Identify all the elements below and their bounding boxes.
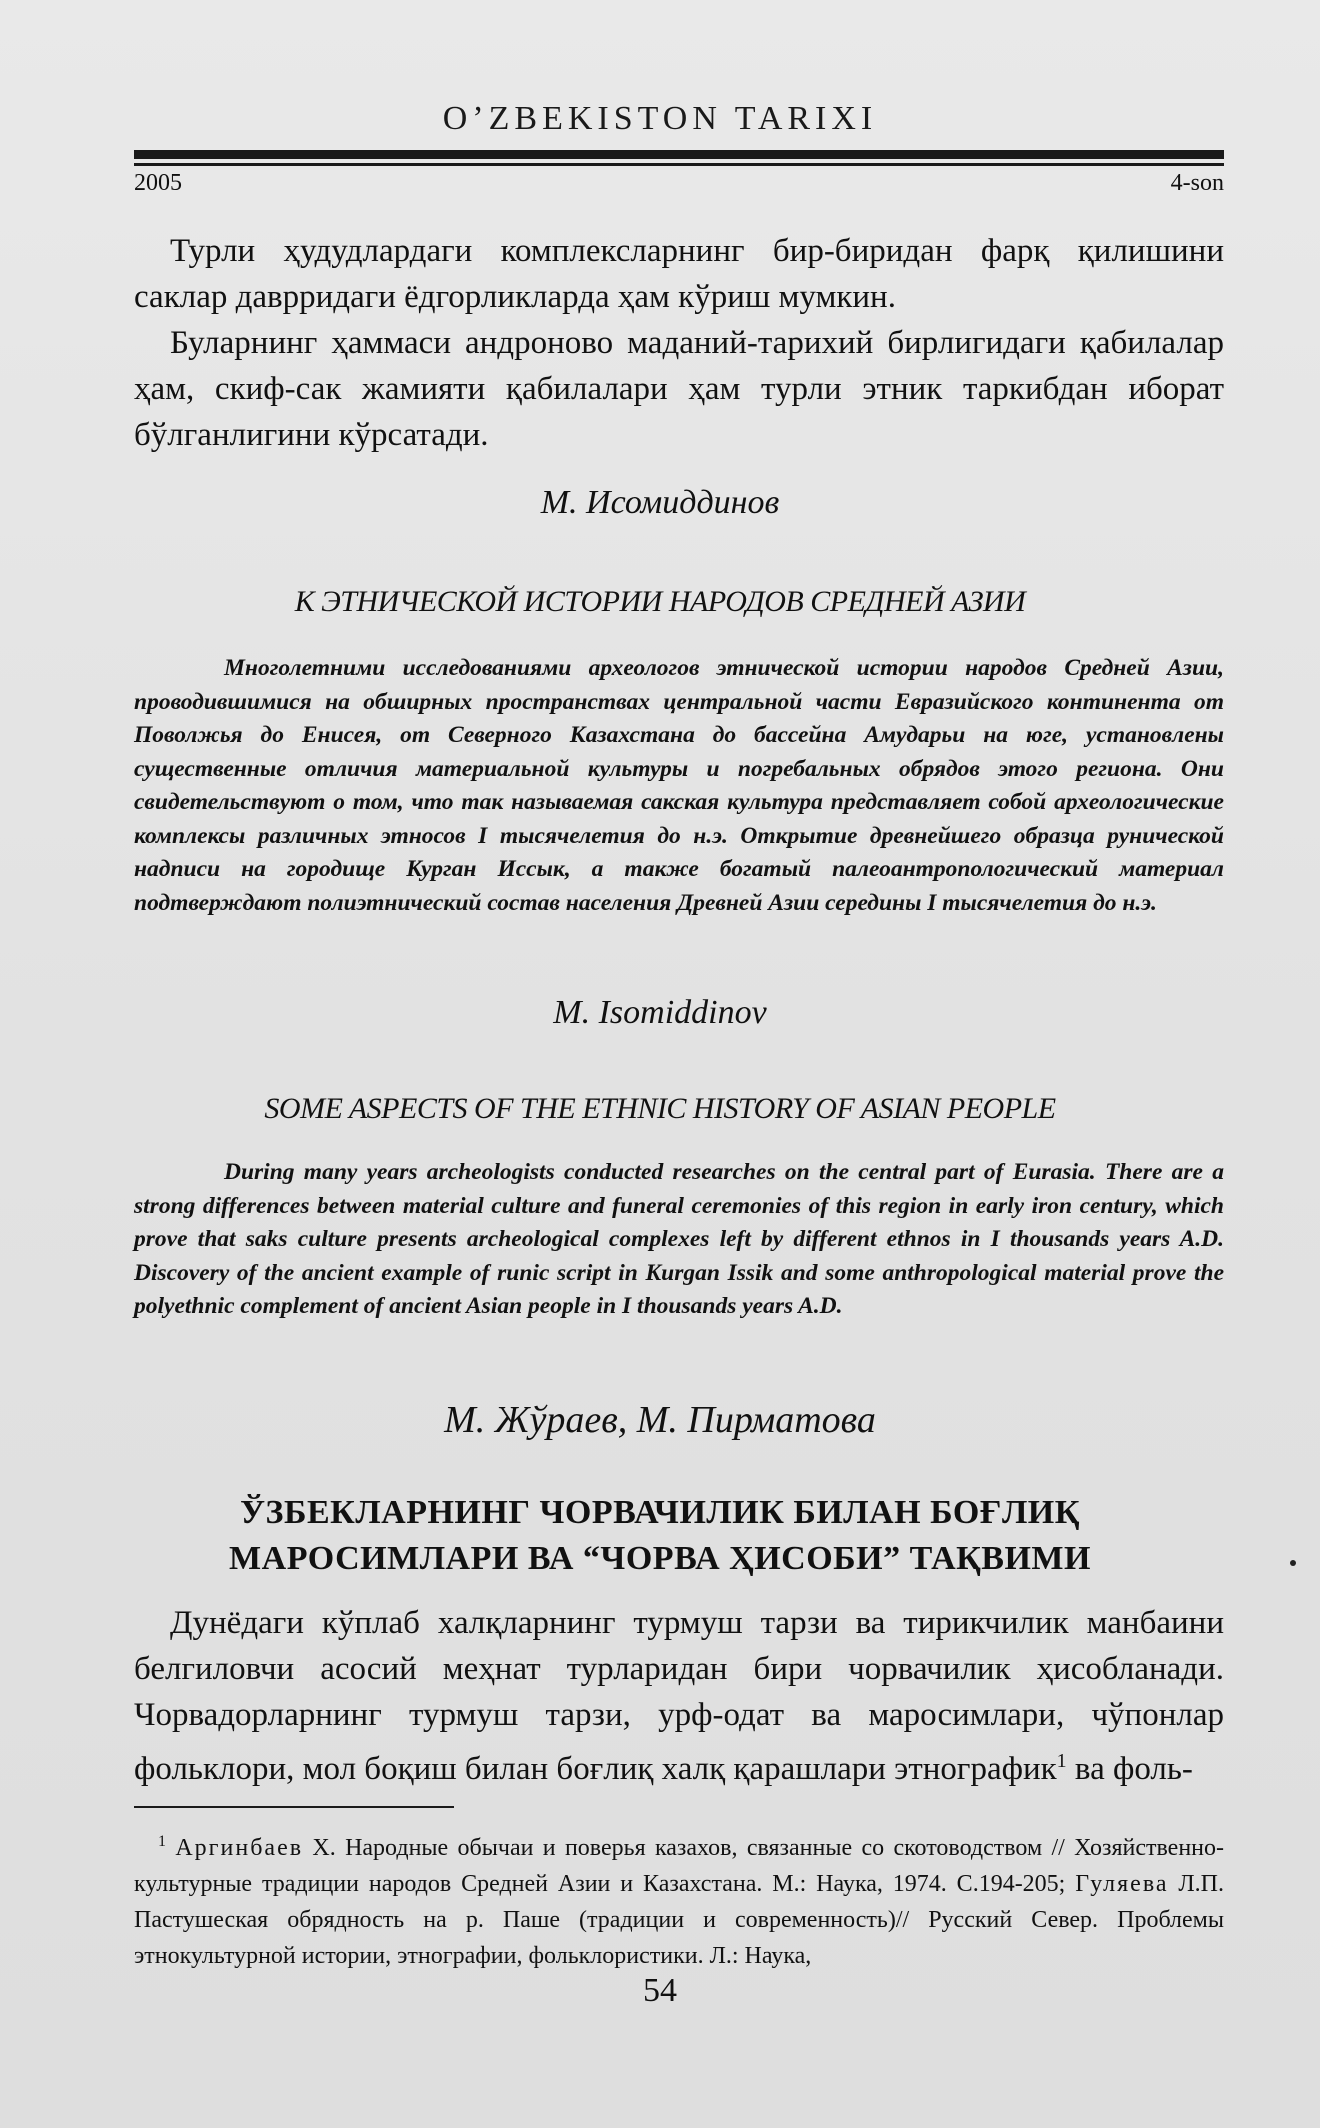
footnote-text-1: Х. Народные обычаи и поверья казахов, связанные со скотоводством // Хозяйственно-культурные традиции народов Средней Азии и Казахстана. М.: Наука, 1974. С.194-205;: [134, 1835, 1224, 1897]
footnote-text-2: Л.П. Пастушеская обрядность на р. Паше (традиции и современность)// Русский Север. Проблемы этнокультурной истории, этнографии, фольклористики. Л.: Наука,: [134, 1871, 1225, 1969]
article-title-line-2: МАРОСИМЛАРИ ВА “ЧОРВА ҲИСОБИ” ТАҚВИМИ: [229, 1540, 1091, 1577]
article-body-tail: ва фоль-: [1066, 1751, 1193, 1787]
english-abstract-text: During many years archeologists conducted researches on the central part of Eurasia. There are a strong differences between material culture and funeral ceremonies of this region in early iron century, which prove that saks culture presents archeological complexes left by different ethnos in I thousands years A.D. Discovery of the ancient example of runic script in Kurgan Issik and some anthropological material prove the polyethnic complement of ancient Asian people in I thousands years A.D.: [134, 1159, 1224, 1319]
footnote-author-2: Гуляева: [1075, 1871, 1169, 1897]
footnote-reference[interactable]: 1: [1056, 1750, 1067, 1772]
margin-mark: [1290, 1560, 1296, 1566]
article-authors: М. Жўраев, М. Пирматова: [444, 1399, 876, 1441]
russian-abstract-title: К ЭТНИЧЕСКОЙ ИСТОРИИ НАРОДОВ СРЕДНЕЙ АЗИИ: [294, 585, 1026, 618]
footnote: [134, 1824, 1224, 1974]
footnote-author-1: Аргинбаев: [175, 1835, 304, 1861]
english-abstract-title: SOME ASPECTS OF THE ETHNIC HISTORY OF ASIAN PEOPLE: [264, 1092, 1056, 1125]
intro-paragraph-2: Буларнинг ҳаммаси андроново маданий-тарихий бирлигидаги қабилалар ҳам, скиф-сак жамияти қабилалари ҳам турли этник таркибдан иборат бўлганлигини кўрсатади.: [134, 325, 1224, 453]
article-title: [0, 1490, 1320, 1582]
article-title-line-1: ЎЗБЕКЛАРНИНГ ЧОРВАЧИЛИК БИЛАН БОҒЛИҚ: [240, 1494, 1080, 1531]
russian-abstract-text: Многолетними исследованиями археологов этнической истории народов Средней Азии, проводившимися на обширных пространствах центральной части Евразийского континента от Поволжья до Енисея, от Северного Казахстана до бассейна Амударьи на юге, установлены существенные отличия материальной культуры и погребальных обрядов этого региона. Они свидетельствуют о том, что так называемая сакская культура представляет собой археологические комплексы различных этносов I тысячелетия до н.э. Открытие древнейшего образца рунической надписи на городище Курган Иссык, а также богатый палеоантропологический материал подтверждают полиэтнический состав населения Древней Азии середины I тысячелетия до н.э.: [134, 655, 1224, 916]
journal-title: O’ZBEKISTON TARIXI: [442, 100, 878, 137]
issue-year: 2005: [134, 170, 182, 196]
intro-paragraph-1: Турли ҳудудлардаги комплексларнинг бир-биридан фарқ қилишини саклар даврридаги ёдгорликларда ҳам кўриш мумкин.: [134, 233, 1224, 315]
page-number: 54: [643, 1972, 677, 2009]
russian-abstract-author: М. Исомиддинов: [540, 484, 780, 521]
issue-number: 4-son: [1170, 170, 1224, 196]
footnote-rule: [134, 1806, 454, 1808]
article-body: [134, 1600, 1224, 1792]
english-abstract-author: M. Isomiddinov: [553, 994, 767, 1031]
footnote-mark: 1: [158, 1833, 166, 1850]
article-body-text: Дунёдаги кўплаб халқларнинг турмуш тарзи ва тирикчилик манбаини белгиловчи асосий меҳнат турларидан бири чорвачилик ҳисобланади. Чорвадорларнинг турмуш тарзи, урф-одат ва маросимлари, чўпонлар фольклори, мол боқиш билан боғлиқ халқ қарашлари этнографик: [134, 1605, 1224, 1787]
header-rule-thin: [134, 163, 1224, 166]
header-rule-thick: [134, 150, 1224, 159]
